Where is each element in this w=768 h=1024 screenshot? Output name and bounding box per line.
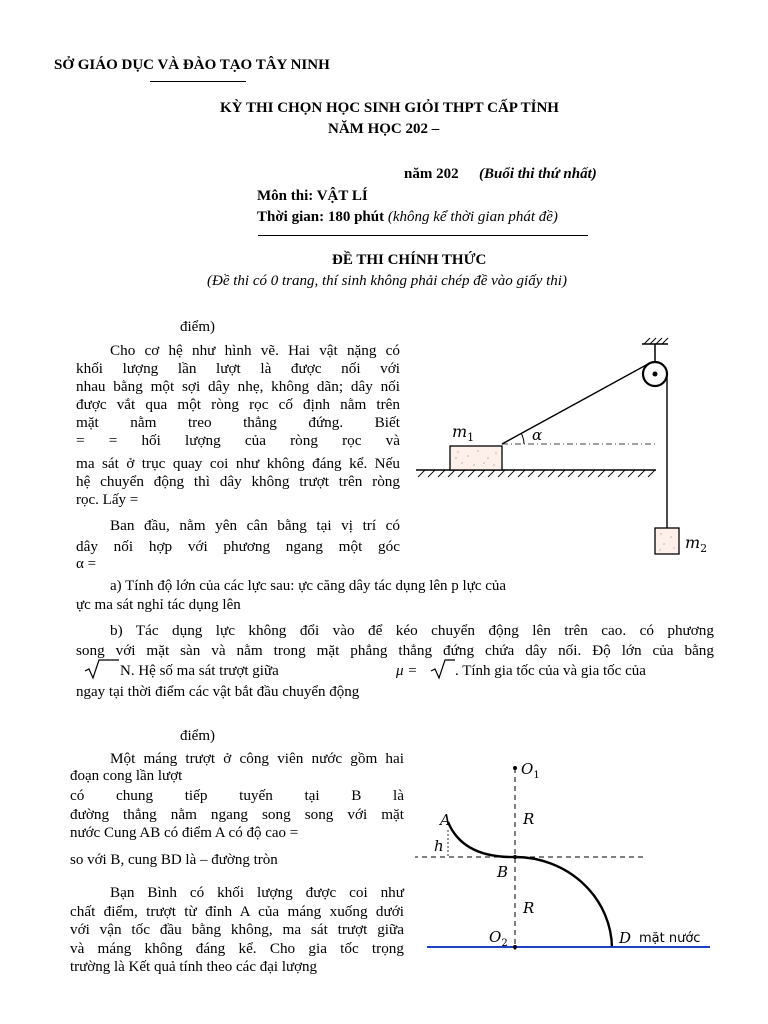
problem1-line-9: rọc. Lấy =: [76, 492, 139, 508]
problem2-para2-line-2: chất điểm, trượt từ đỉnh A của máng xuống dưới: [70, 903, 404, 920]
page-note: (Đề thi có 0 trang, thí sinh không phải chép đề vào giấy thi): [207, 273, 567, 289]
O1-label: $O_1$: [521, 760, 540, 781]
arc-AB: [448, 822, 515, 857]
question-b-line-3b: . Tính gia tốc của và gia tốc của: [455, 663, 646, 679]
problem1-line-1: Cho cơ hệ như hình vẽ. Hai vật nặng có: [110, 342, 400, 359]
water-slide-figure: [415, 750, 715, 960]
m1-label: $m_1$: [452, 422, 475, 444]
exam-date-year: năm 202: [404, 166, 459, 182]
sqrt-symbol-1: [84, 658, 120, 680]
header-divider: [258, 235, 588, 236]
question-b-line-4: ngay tại thời điểm các vật bắt đầu chuyển động: [76, 684, 360, 700]
problem1-para2-line-1: Ban đầu, nằm yên cân bằng tại vị trí có: [110, 517, 400, 534]
problem2-line-3: có chung tiếp tuyến tại B là: [70, 787, 404, 804]
problem2-para2-line-3: với vận tốc đầu bằng không, ma sát trượt giữa: [70, 921, 404, 938]
R-top-label: R: [523, 810, 535, 828]
problem2-para2-line-1: Bạn Bình có khối lượng được coi như: [110, 884, 404, 901]
exam-title: KỲ THI CHỌN HỌC SINH GIỎI THPT CẤP TỈNH: [220, 100, 559, 116]
pulley-axle: [653, 372, 658, 377]
h-label: h: [434, 837, 444, 855]
O2-label: $O_2$: [489, 928, 508, 949]
problem1-line-7: ma sát ở trục quay coi như không đáng kể. Nếu: [76, 455, 400, 472]
problem1-line-3: nhau bằng một sợi dây nhẹ, không dãn; dây nối: [76, 378, 400, 395]
question-a-line-1: a) Tính độ lớn của các lực sau: ực căng dây tác dụng lên p lực của: [110, 578, 507, 594]
problem2-para2-line-4: và máng không đáng kể. Cho gia tốc trọng: [70, 940, 404, 957]
ceiling-hatch: [644, 338, 668, 344]
problem2-para2-line-5: trường là Kết quả tính theo các đại lượng: [70, 959, 318, 975]
question-a-line-2: ực ma sát nghỉ tác dụng lên: [76, 597, 241, 613]
problem1-points: điểm): [180, 319, 215, 335]
problem2-line-1: Một máng trượt ở công viên nước gồm hai: [110, 750, 404, 767]
time-note: (không kể thời gian phát đề): [387, 209, 558, 225]
sqrt-symbol-2: [430, 658, 456, 680]
floor-hatch: [418, 470, 655, 477]
question-b-line-1: b) Tác dụng lực không đổi vào để kéo chuyển động lên trên cao. có phương: [110, 622, 714, 639]
question-b-line-2: song với mặt sàn và nằm trong mặt phẳng thẳng đứng chứa dây nối. Độ lớn của bằng: [76, 642, 714, 659]
time-limit: [257, 209, 558, 226]
block-m1: [450, 446, 502, 470]
time-label: Thời gian: 180 phút: [257, 209, 385, 225]
R-bottom-label: R: [523, 899, 535, 917]
official-exam-title: ĐỀ THI CHÍNH THỨC: [332, 252, 487, 268]
point-B: [513, 855, 517, 859]
problem1-line-8: hệ chuyển động thì dây không trượt trên ròng: [76, 473, 400, 490]
problem2-line-5: nước Cung AB có điểm A có độ cao =: [70, 825, 299, 841]
problem2-points: điểm): [180, 728, 215, 744]
problem1-line-5: mặt nằm treo thẳng đứng. Biết: [76, 414, 400, 431]
school-year: NĂM HỌC 202 –: [328, 121, 440, 137]
point-O1: [513, 766, 517, 770]
problem1-line-4: được vắt qua một ròng rọc cố định nằm trên: [76, 396, 400, 413]
alpha-label: α: [532, 426, 543, 444]
problem2-line-4: đường thẳng nằm ngang song song với mặt: [70, 806, 404, 823]
water-label: mặt nước: [639, 931, 701, 946]
D-label: D: [619, 929, 632, 947]
B-label: B: [497, 863, 509, 881]
department-name: SỞ GIÁO DỤC VÀ ĐÀO TẠO TÂY NINH: [54, 57, 330, 73]
m2-label: $m_2$: [685, 533, 708, 555]
question-b-line-3a: N. Hệ số ma sát trượt giữa: [120, 663, 279, 679]
mu-equals: μ =: [396, 663, 418, 679]
alpha-equals: α =: [76, 556, 97, 572]
problem1-para2-line-2: dây nối hợp với phương ngang một góc: [76, 538, 400, 555]
department-underline: [150, 81, 246, 82]
point-O2: [513, 945, 517, 949]
subject-label: Môn thi: VẬT LÍ: [257, 188, 368, 204]
A-label: A: [440, 811, 451, 829]
problem1-line-6: = = hối lượng của ròng rọc và: [76, 432, 400, 449]
exam-session: (Buổi thi thứ nhất): [479, 166, 597, 182]
pulley-system-figure: [412, 336, 732, 568]
problem2-line-6: so với B, cung BD là – đường tròn: [70, 852, 278, 868]
rope-inclined: [502, 364, 648, 444]
problem1-line-2: khối lượng lần lượt là được nối với: [76, 360, 400, 377]
problem2-line-2: đoạn cong lần lượt: [70, 768, 183, 784]
angle-arc: [522, 434, 525, 444]
block-m2: [655, 528, 679, 554]
